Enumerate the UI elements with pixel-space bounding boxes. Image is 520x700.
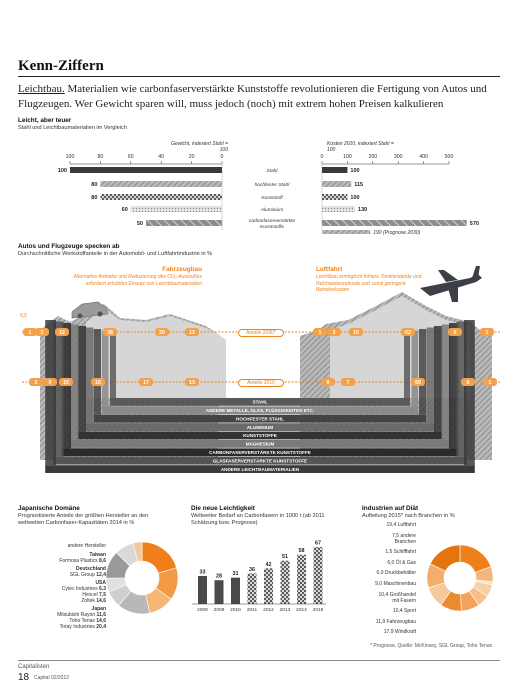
weight-axis-title: Gewicht, indexiert Stahl = 100 bbox=[171, 141, 228, 153]
industry-label: 7,5 andere Branchen bbox=[392, 532, 416, 545]
share-value: 8 bbox=[466, 380, 470, 386]
share-value: 20 bbox=[159, 330, 165, 336]
section5-title: Industrien auf Diät bbox=[362, 505, 419, 512]
year-label-2010: Anteile 2010 bbox=[238, 379, 284, 387]
weight-tick-label: 0 bbox=[220, 154, 224, 160]
section2-title: Autos und Flugzeuge specken ab bbox=[18, 243, 120, 250]
weight-bar bbox=[131, 206, 222, 212]
share-value: 13 bbox=[189, 380, 195, 386]
prognose-bar bbox=[322, 230, 370, 234]
year-label-2030: Anteile 2030* bbox=[238, 329, 284, 337]
demand-bar bbox=[248, 573, 257, 604]
share-value: 7 bbox=[346, 380, 350, 386]
share-value: 16 bbox=[95, 380, 101, 386]
share-value: 3 bbox=[34, 380, 38, 386]
share-value: 12 bbox=[59, 330, 65, 336]
manufacturer-share: 14,6 bbox=[96, 618, 106, 624]
cost-tick-label: 400 bbox=[419, 154, 428, 160]
share-value: 38 bbox=[107, 330, 113, 336]
car-heading: Fahrzeugbau bbox=[162, 266, 202, 273]
demand-bar bbox=[297, 555, 306, 604]
cost-tick-label: 0 bbox=[320, 154, 324, 160]
demand-year: 2015 bbox=[312, 608, 324, 613]
title-rule bbox=[18, 76, 500, 77]
band-label: STAHL bbox=[252, 399, 268, 405]
plane-heading: Luftfahrt bbox=[316, 266, 343, 273]
band-right-riser bbox=[434, 326, 442, 432]
material-label: Stahl bbox=[266, 169, 278, 174]
manufacturer-label bbox=[22, 558, 106, 564]
manufacturer-name: SGL Group bbox=[69, 572, 97, 578]
cost-tick-label: 300 bbox=[393, 154, 403, 160]
cost-bar bbox=[322, 181, 351, 187]
share-value: 62 bbox=[405, 330, 411, 336]
band-left-riser bbox=[86, 328, 94, 424]
industry-label: 10,4 Sport bbox=[392, 608, 416, 615]
demand-year: 2008 bbox=[197, 608, 208, 613]
section3-title: Japanische Domäne bbox=[18, 505, 80, 512]
manufacturer-name: Mitsubishi Rayon bbox=[57, 612, 97, 618]
band-right-riser bbox=[464, 320, 475, 465]
footer-section: Capitalisten bbox=[18, 664, 50, 670]
donut-slice-toray-industries bbox=[142, 542, 177, 573]
demand-value: 31 bbox=[232, 571, 239, 578]
manufacturer-share: 20,4 bbox=[96, 624, 106, 630]
demand-value: 58 bbox=[298, 548, 305, 555]
demand-value: 51 bbox=[282, 554, 288, 561]
weight-tick-label: 40 bbox=[158, 154, 165, 160]
industry-label: 10,4 Großhandel mit Fasern bbox=[378, 591, 416, 604]
airplane-icon bbox=[420, 266, 482, 302]
section2-subtitle: Durchschnittliche Werkstoffanteile in der Automobil- und Luftfahrtindustrie in % bbox=[18, 251, 213, 257]
share-value: 1 bbox=[485, 330, 489, 336]
manufacturer-name: Cytec Industries bbox=[61, 586, 100, 592]
share-value: 9 bbox=[48, 380, 52, 386]
industry-donut bbox=[420, 538, 500, 618]
weight-tick-label: 60 bbox=[127, 154, 134, 160]
share-value: 10 bbox=[353, 330, 359, 336]
weight-tick-label: 100 bbox=[65, 154, 75, 160]
carbon-demand-bar-chart bbox=[190, 522, 330, 622]
manufacturer-name: Zoltek bbox=[81, 598, 97, 604]
material-share-flow-chart bbox=[0, 260, 520, 480]
demand-value: 36 bbox=[249, 566, 255, 573]
manufacturer-donut bbox=[100, 536, 185, 621]
band-label: GLASFASERVERSTÄRKTE KUNSTSTOFFE bbox=[212, 458, 308, 464]
lead-text: Materialien wie carbonfaserverstärkte Kunststoffe revolutionieren die Fertigung von Autos und Flugzeugen. Wer Gewicht sparen will, muss jedoch (noch) mit extrem hohen Preisen kalkulieren bbox=[18, 83, 487, 110]
demand-year: 2011 bbox=[246, 608, 258, 613]
demand-bar bbox=[314, 547, 323, 604]
band-left-riser bbox=[45, 320, 56, 465]
manufacturer-share: 6,3 bbox=[99, 586, 106, 592]
plane-note: Leichtbau ermöglicht höhere Tankbestände und Reichweitenrekorde und somit geringere Betriebskosten bbox=[316, 274, 422, 293]
share-value: 1 bbox=[28, 330, 32, 336]
country-label: Taiwan bbox=[89, 552, 106, 558]
lead-kicker: Leichtbau. bbox=[18, 83, 65, 95]
weight-bar bbox=[100, 181, 222, 187]
material-label: Kunststoffe bbox=[260, 225, 284, 230]
band-right-riser bbox=[427, 328, 435, 424]
weight-value-label: 50 bbox=[136, 221, 143, 227]
weight-bar bbox=[70, 167, 222, 173]
share-value: 69 bbox=[415, 380, 421, 386]
footer-rule bbox=[18, 660, 500, 661]
industry-label: 19,4 Luftfahrt bbox=[386, 522, 416, 528]
band-right-riser bbox=[419, 329, 426, 415]
cost-tick-label: 100 bbox=[343, 154, 352, 160]
cost-axis-title: Kosten 2010, indexiert Stahl = 100 bbox=[327, 141, 394, 153]
cost-bar bbox=[322, 194, 347, 200]
section1-subtitle: Stahl und Leichtbaumaterialien im Vergleich bbox=[18, 125, 127, 131]
industry-label: 9,0 Maschinenbau bbox=[375, 580, 416, 587]
weight-value-label: 100 bbox=[57, 168, 67, 174]
cost-value-label: 115 bbox=[354, 182, 364, 188]
share-value: 1 bbox=[488, 380, 492, 386]
demand-value: 67 bbox=[315, 540, 321, 547]
share-value: 1 bbox=[318, 330, 322, 336]
demand-year: 2010 bbox=[230, 608, 241, 613]
issue-label: Capital 02/2012 bbox=[34, 675, 70, 681]
weight-value-label: 80 bbox=[91, 195, 98, 201]
manufacturer-name: Toray Industries bbox=[59, 624, 97, 630]
country-label: Japan bbox=[91, 606, 106, 612]
others-label: andere Hersteller bbox=[67, 543, 106, 549]
cost-tick-label: 200 bbox=[368, 154, 378, 160]
band-label: ANDERE LEICHTBAUMATERIALIEN bbox=[220, 466, 300, 472]
band-left-riser bbox=[94, 329, 101, 415]
manufacturer-labels bbox=[22, 550, 106, 630]
manufacturer-share: 11,6 bbox=[96, 612, 106, 618]
weight-value-label: 80 bbox=[91, 182, 98, 188]
industry-label: 17,9 Windkraft bbox=[383, 629, 416, 636]
weight-tick-label: 80 bbox=[97, 154, 104, 160]
demand-bar bbox=[215, 580, 224, 604]
weight-tick-label: 20 bbox=[188, 154, 195, 160]
country-label: USA bbox=[95, 580, 106, 586]
cost-bar bbox=[322, 206, 355, 212]
band-right-riser bbox=[404, 332, 410, 398]
band-left-riser bbox=[102, 331, 109, 407]
section3-subtitle: Prognostizierte Anteile der größten Hersteller an den weltweiten Carbonfaser-Kapazitäten 2014 in % bbox=[18, 513, 149, 526]
manufacturer-label bbox=[22, 598, 106, 604]
section4-title: Die neue Leichtigkeit bbox=[191, 505, 255, 512]
band-label: CARBONFASERVERSTÄRKTE KUNSTSTOFFE bbox=[209, 450, 311, 455]
weight-bar bbox=[146, 220, 222, 226]
lead-paragraph bbox=[18, 82, 506, 112]
cost-value-label: 100 bbox=[350, 195, 360, 201]
share-value: 17 bbox=[143, 380, 149, 386]
manufacturer-label bbox=[22, 572, 106, 578]
source-note: * Prognose, Quelle: McKinsey, SGL Group, Toho Tenax bbox=[370, 643, 493, 649]
manufacturer-share: 7,5 bbox=[99, 592, 106, 598]
material-label: carbonfaserverstärkte bbox=[248, 219, 296, 224]
demand-bar bbox=[198, 576, 207, 604]
demand-year: 2012 bbox=[263, 608, 274, 613]
manufacturer-name: Hexcel bbox=[82, 592, 100, 598]
page-title: Kenn-Ziffern bbox=[18, 58, 104, 74]
industry-label: 1,5 Schifffahrt bbox=[385, 549, 416, 556]
demand-year: 2009 bbox=[213, 608, 225, 613]
band-left-riser bbox=[110, 332, 116, 398]
manufacturer-share: 12,4 bbox=[96, 572, 106, 578]
band-label: ALUMINIUM bbox=[246, 424, 274, 430]
share-value: 13 bbox=[189, 330, 195, 336]
share-value: 9 bbox=[326, 380, 330, 386]
manufacturer-share: 8,6 bbox=[99, 558, 106, 564]
demand-bar bbox=[264, 568, 273, 604]
band-label: HOCHFESTER STAHL bbox=[236, 416, 284, 422]
demand-value: 28 bbox=[216, 573, 222, 580]
share-value: 3 bbox=[332, 330, 336, 336]
material-label: Kunststoff bbox=[261, 196, 283, 201]
cost-tick-label: 500 bbox=[444, 154, 454, 160]
section4-subtitle: Weltweiter Bedarf an Carbonfasern in 1000 t (ab 2011 Schätzung bzw. Prognose) bbox=[191, 513, 325, 526]
cost-value-label: 570 bbox=[469, 221, 479, 227]
cost-bar bbox=[322, 220, 467, 226]
industry-label: 11,9 Fahrzeugbau bbox=[375, 618, 416, 625]
section5-subtitle: Aufteilung 2015* nach Branchen in % bbox=[362, 513, 455, 519]
share-value: 15 bbox=[63, 380, 69, 386]
band-label: ANDERE METALLE, GLAS, FLÜSSIGKEITEN ETC. bbox=[205, 408, 315, 413]
weight-bar bbox=[100, 194, 222, 200]
cost-value-label: 130 bbox=[358, 207, 368, 213]
page-number: 18 bbox=[18, 672, 30, 683]
prognose-label: 190 (Prognose 2030) bbox=[373, 230, 421, 236]
band-left-riser bbox=[78, 326, 86, 432]
band-right-riser bbox=[412, 331, 419, 407]
demand-bar bbox=[231, 578, 240, 604]
industry-label: 6,0 Öl & Gas bbox=[387, 559, 416, 566]
demand-value: 33 bbox=[199, 569, 206, 576]
band-label: KUNSTSTOFFE bbox=[243, 433, 277, 439]
demand-year: 2014 bbox=[296, 608, 307, 613]
manufacturer-name: Toho Tenax bbox=[69, 618, 97, 624]
demand-year: 2013 bbox=[279, 608, 291, 613]
industry-label: 6,0 Druckbehälter bbox=[376, 570, 416, 577]
band-label: MAGNESIUM bbox=[245, 441, 275, 447]
manufacturer-label bbox=[22, 624, 106, 630]
axis-0-5-label: 0,5 bbox=[20, 313, 27, 319]
manufacturer-share: 14,6 bbox=[96, 598, 106, 604]
material-comparison-chart bbox=[0, 150, 520, 245]
material-label: Aluminium bbox=[260, 208, 284, 213]
section1-title: Leicht, aber teuer bbox=[18, 117, 72, 124]
country-label: Deutschland bbox=[75, 566, 106, 572]
cost-value-label: 100 bbox=[350, 168, 360, 174]
demand-value: 42 bbox=[265, 561, 272, 568]
demand-bar bbox=[281, 561, 290, 604]
share-value: 6 bbox=[453, 330, 457, 336]
share-value: 1 bbox=[40, 330, 44, 336]
car-note: Alternative Antriebe und Reduzierung des CO₂-Ausstoßes erfordern erhöhten Einsatz von Leichtbaumaterialien bbox=[73, 274, 202, 287]
material-label: hochfester Stahl bbox=[254, 183, 290, 188]
cost-bar bbox=[322, 167, 347, 173]
weight-value-label: 60 bbox=[121, 207, 128, 213]
manufacturer-name: Formosa Plastics bbox=[59, 558, 100, 564]
